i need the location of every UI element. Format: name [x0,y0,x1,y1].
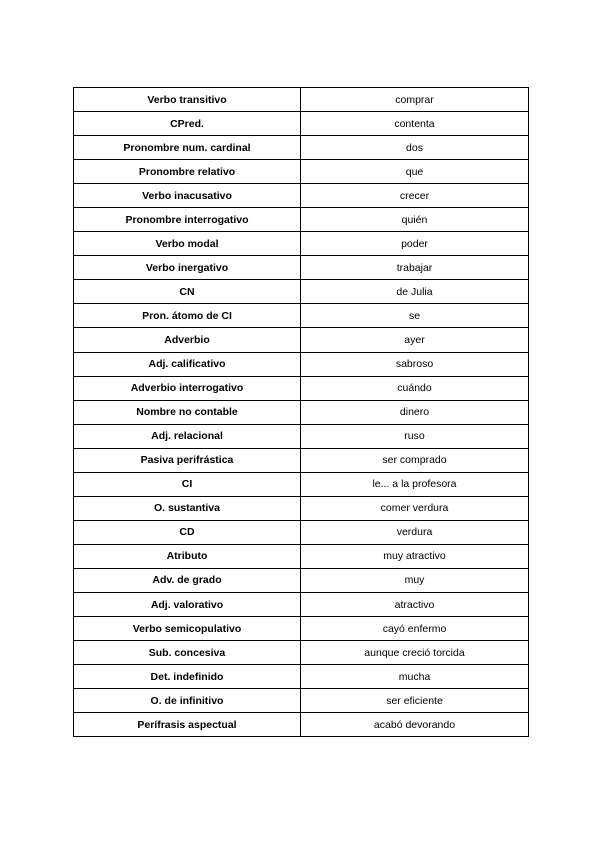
table-row [74,400,529,424]
table-row [74,448,529,472]
term-cell: CI [74,472,301,496]
term-cell: Adv. de grado [74,568,301,592]
example-cell: crecer [301,184,529,208]
example-cell: de Julia [301,280,529,304]
table-row [74,617,529,641]
term-cell: Verbo modal [74,232,301,256]
term-cell: Pasiva perifrástica [74,448,301,472]
table-row [74,496,529,520]
term-cell: Nombre no contable [74,400,301,424]
example-cell: contenta [301,112,529,136]
example-cell: comprar [301,88,529,112]
example-cell: dos [301,136,529,160]
term-cell: Adj. calificativo [74,352,301,376]
term-cell: Verbo inacusativo [74,184,301,208]
term-cell: Adverbio interrogativo [74,376,301,400]
example-cell: ruso [301,424,529,448]
term-cell: CN [74,280,301,304]
term-cell: O. sustantiva [74,496,301,520]
table-row [74,184,529,208]
term-cell: Pronombre num. cardinal [74,136,301,160]
grammar-table [73,87,529,737]
term-cell: Adj. relacional [74,424,301,448]
example-cell: dinero [301,400,529,424]
term-cell: Adverbio [74,328,301,352]
example-cell: ayer [301,328,529,352]
table-row [74,352,529,376]
example-cell: muy [301,568,529,592]
table-row [74,376,529,400]
example-cell: muy atractivo [301,544,529,568]
example-cell: que [301,160,529,184]
table-row [74,280,529,304]
grammar-table-body [74,88,529,737]
table-row [74,232,529,256]
table-row [74,424,529,448]
table-row [74,88,529,112]
table-row [74,472,529,496]
term-cell: Pronombre relativo [74,160,301,184]
table-row [74,641,529,665]
term-cell: Pron. átomo de CI [74,304,301,328]
table-row [74,136,529,160]
table-row [74,713,529,737]
example-cell: sabroso [301,352,529,376]
example-cell: poder [301,232,529,256]
term-cell: CPred. [74,112,301,136]
table-row [74,160,529,184]
term-cell: Verbo transitivo [74,88,301,112]
example-cell: acabó devorando [301,713,529,737]
example-cell: cuándo [301,376,529,400]
table-row [74,665,529,689]
table-row [74,112,529,136]
example-cell: ser eficiente [301,689,529,713]
term-cell: Perífrasis aspectual [74,713,301,737]
term-cell: Det. indefinido [74,665,301,689]
table-row [74,520,529,544]
example-cell: cayó enfermo [301,617,529,641]
term-cell: Atributo [74,544,301,568]
example-cell: trabajar [301,256,529,280]
term-cell: Sub. concesiva [74,641,301,665]
term-cell: Adj. valorativo [74,592,301,616]
table-row [74,208,529,232]
example-cell: ser comprado [301,448,529,472]
table-row [74,256,529,280]
term-cell: CD [74,520,301,544]
example-cell: aunque creció torcida [301,641,529,665]
example-cell: se [301,304,529,328]
table-row [74,544,529,568]
term-cell: O. de infinitivo [74,689,301,713]
example-cell: comer verdura [301,496,529,520]
table-row [74,592,529,616]
table-row [74,689,529,713]
term-cell: Verbo inergativo [74,256,301,280]
example-cell: le... a la profesora [301,472,529,496]
example-cell: verdura [301,520,529,544]
table-row [74,304,529,328]
term-cell: Verbo semicopulativo [74,617,301,641]
example-cell: atractivo [301,592,529,616]
table-row [74,568,529,592]
example-cell: quién [301,208,529,232]
example-cell: mucha [301,665,529,689]
table-row [74,328,529,352]
term-cell: Pronombre interrogativo [74,208,301,232]
